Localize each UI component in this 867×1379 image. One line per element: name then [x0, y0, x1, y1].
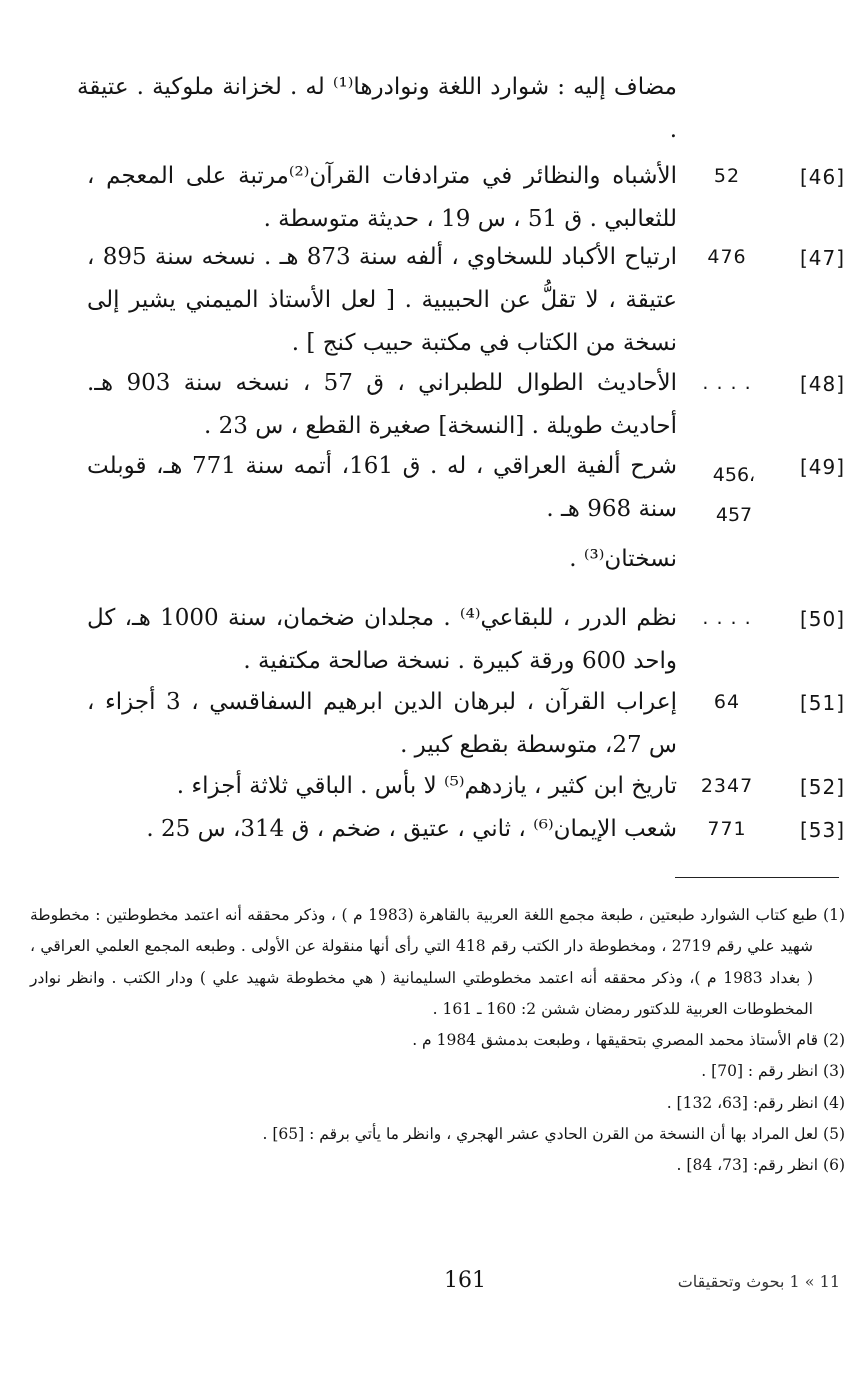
entry-50 — [0, 602, 867, 674]
entry-number: [47] — [799, 246, 845, 270]
page-number: 161 — [444, 1268, 486, 1293]
entry-continuation: نسختان⁽³⁾ . — [569, 546, 677, 572]
entry-number: [52] — [799, 775, 845, 799]
footnote-4: (4) انظر رقم: [63، 132] . — [666, 1093, 845, 1112]
footnote-2: (2) قام الأستاذ محمد المصري بتحقيقها ، وطبعت بدمشق 1984 م . — [412, 1031, 845, 1050]
entry-49 — [0, 450, 867, 572]
entry-48 — [0, 367, 867, 439]
entry-text: تاريخ ابن كثير ، يازدهم⁽⁵⁾ لا بأس . الباقي ثلاثة أجزاء . — [176, 773, 677, 799]
entry-46 — [0, 155, 867, 232]
footnote-1: (1) طبع كتاب الشوارد طبعتين ، طبعة مجمع اللغة العربية بالقاهرة (1983 م ) ، وذكر محققه أنه اعتمد مخطوطتين : مخطوطة شهيد علي رقم 2719 ، ومخطوطة دار الكتب رقم 418 التي رأى أنها منقولة عن الأولى . وطبعه المجمع العلمي العراقي ، ( بغداد 1983 م )، وذكر محققه أنه اعتمد مخطوطتي السليمانية ( هي مخطوطة شهيد علي ) ودار الكتب . وانظر نوادر المخطوطات العربية للدكتور رمضان ششن 2: 160 ـ 161 . — [30, 906, 845, 1018]
entry-number: [48] — [799, 372, 845, 396]
footnotes — [30, 900, 845, 1182]
folio-number: 64 — [713, 691, 741, 713]
entry-52 — [0, 772, 867, 812]
folio-number: 456، 457 — [712, 464, 756, 526]
folio-number: 52 — [713, 165, 741, 187]
entry-number: [53] — [799, 818, 845, 842]
folio-number: . . . . — [702, 607, 752, 629]
entry-number: [49] — [799, 455, 845, 479]
running-footer: 11 » 1 بحوث وتحقيقات — [677, 1272, 840, 1291]
entry-text: شعب الإيمان⁽⁶⁾ ، ثاني ، عتيق ، ضخم ، ق 314، س 25 . — [146, 816, 677, 842]
entry-53 — [0, 815, 867, 855]
entry-number: [46] — [799, 165, 845, 189]
folio-number: 2347 — [700, 775, 754, 797]
folio-number: 771 — [707, 818, 747, 840]
entry-47 — [0, 240, 867, 356]
entry-text: شرح ألفية العراقي ، له . ق 161، أتمه سنة 771 هـ، قوبلت سنة 968 هـ . — [87, 453, 677, 522]
footnote-3: (3) انظر رقم : [70] . — [701, 1062, 845, 1081]
folio-number: . . . . — [702, 372, 752, 394]
entry-text: إعراب القرآن ، لبرهان الدين ابرهيم السفاقسي ، 3 أجزاء ، س 27، متوسطة بقطع كبير . — [87, 689, 677, 758]
entry-text: ارتياح الأكباد للسخاوي ، ألفه سنة 873 هـ . نسخه سنة 895 ، عتيقة ، لا تقلُّ عن الحبيبية . [ لعل الأستاذ الميمني يشير إلى نسخة من الكتاب في مكتبة حبيب كنج ] . — [87, 244, 677, 356]
entry-text: الأحاديث الطوال للطبراني ، ق 57 ، نسخه سنة 903 هـ. أحاديث طويلة . [النسخة] صغيرة القطع ، س 23 . — [87, 370, 677, 439]
footnote-6: (6) انظر رقم: [73، 84] . — [676, 1156, 845, 1175]
intro-text: مضاف إليه : شوارد اللغة ونوادرها⁽¹⁾ له . لخزانة ملوكية . عتيقة . — [77, 74, 677, 143]
folio-number: 476 — [707, 246, 747, 268]
entry-number: [50] — [799, 607, 845, 631]
entry-51 — [0, 688, 867, 758]
entry-text: الأشباه والنظائر في مترادفات القرآن⁽²⁾مرتبة على المعجم ، للثعالبي . ق 51 ، س 19 ، حديثة متوسطة . — [87, 163, 677, 232]
entry-text: نظم الدرر ، للبقاعي⁽⁴⁾ . مجلدان ضخمان، سنة 1000 هـ، كل واحد 600 ورقة كبيرة . نسخة صالحة مكتفية . — [87, 605, 677, 674]
footnote-divider — [675, 877, 839, 878]
footnote-5: (5) لعل المراد بها أن النسخة من القرن الحادي عشر الهجري ، وانظر ما يأتي برقم : [65] . — [262, 1125, 845, 1144]
entry-number: [51] — [799, 691, 845, 715]
